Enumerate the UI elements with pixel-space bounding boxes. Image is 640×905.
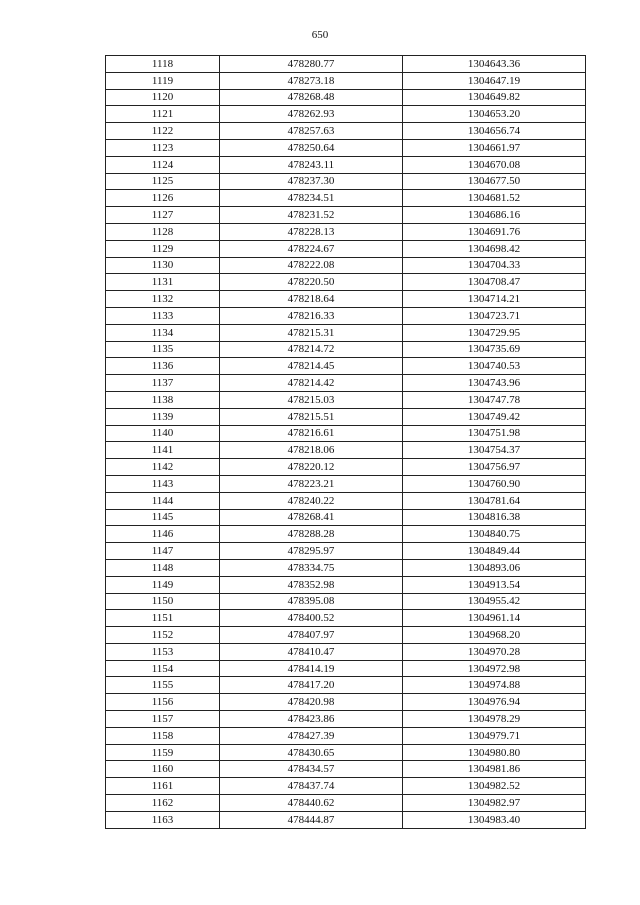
x-coordinate-cell: 478414.19: [220, 660, 403, 677]
point-number-cell: 1137: [106, 375, 220, 392]
point-number-cell: 1149: [106, 576, 220, 593]
x-coordinate-cell: 478352.98: [220, 576, 403, 593]
table-row: [106, 509, 586, 526]
x-coordinate-cell: 478423.86: [220, 711, 403, 728]
x-coordinate-cell: 478243.11: [220, 156, 403, 173]
table-row: [106, 475, 586, 492]
x-coordinate-cell: 478410.47: [220, 643, 403, 660]
table-row: [106, 257, 586, 274]
table-row: [106, 660, 586, 677]
y-coordinate-cell: 1304751.98: [403, 425, 586, 442]
table-row: [106, 56, 586, 73]
table-row: [106, 811, 586, 828]
x-coordinate-cell: 478234.51: [220, 190, 403, 207]
table-row: [106, 123, 586, 140]
point-number-cell: 1161: [106, 778, 220, 795]
table-row: [106, 240, 586, 257]
point-number-cell: 1156: [106, 694, 220, 711]
y-coordinate-cell: 1304983.40: [403, 811, 586, 828]
table-row: [106, 778, 586, 795]
table-row: [106, 694, 586, 711]
table-row: [106, 761, 586, 778]
x-coordinate-cell: 478240.22: [220, 492, 403, 509]
y-coordinate-cell: 1304982.52: [403, 778, 586, 795]
x-coordinate-cell: 478268.41: [220, 509, 403, 526]
x-coordinate-cell: 478215.51: [220, 408, 403, 425]
point-number-cell: 1134: [106, 324, 220, 341]
table-row: [106, 459, 586, 476]
point-number-cell: 1123: [106, 139, 220, 156]
x-coordinate-cell: 478400.52: [220, 610, 403, 627]
table-row: [106, 139, 586, 156]
y-coordinate-cell: 1304686.16: [403, 207, 586, 224]
table-row: [106, 341, 586, 358]
y-coordinate-cell: 1304723.71: [403, 307, 586, 324]
table-row: [106, 744, 586, 761]
x-coordinate-cell: 478216.61: [220, 425, 403, 442]
table-row: [106, 526, 586, 543]
y-coordinate-cell: 1304961.14: [403, 610, 586, 627]
point-number-cell: 1152: [106, 627, 220, 644]
table-row: [106, 543, 586, 560]
point-number-cell: 1130: [106, 257, 220, 274]
point-number-cell: 1136: [106, 358, 220, 375]
point-number-cell: 1139: [106, 408, 220, 425]
table-row: [106, 72, 586, 89]
y-coordinate-cell: 1304714.21: [403, 291, 586, 308]
y-coordinate-cell: 1304649.82: [403, 89, 586, 106]
x-coordinate-cell: 478214.42: [220, 375, 403, 392]
y-coordinate-cell: 1304979.71: [403, 727, 586, 744]
y-coordinate-cell: 1304647.19: [403, 72, 586, 89]
x-coordinate-cell: 478430.65: [220, 744, 403, 761]
point-number-cell: 1135: [106, 341, 220, 358]
y-coordinate-cell: 1304691.76: [403, 223, 586, 240]
point-number-cell: 1160: [106, 761, 220, 778]
y-coordinate-cell: 1304677.50: [403, 173, 586, 190]
table-row: [106, 173, 586, 190]
y-coordinate-cell: 1304656.74: [403, 123, 586, 140]
point-number-cell: 1122: [106, 123, 220, 140]
x-coordinate-cell: 478220.50: [220, 274, 403, 291]
y-coordinate-cell: 1304661.97: [403, 139, 586, 156]
table-row: [106, 727, 586, 744]
x-coordinate-cell: 478218.64: [220, 291, 403, 308]
x-coordinate-cell: 478334.75: [220, 559, 403, 576]
x-coordinate-cell: 478395.08: [220, 593, 403, 610]
table-row: [106, 643, 586, 660]
point-number-cell: 1140: [106, 425, 220, 442]
y-coordinate-cell: 1304849.44: [403, 543, 586, 560]
x-coordinate-cell: 478237.30: [220, 173, 403, 190]
y-coordinate-cell: 1304970.28: [403, 643, 586, 660]
x-coordinate-cell: 478223.21: [220, 475, 403, 492]
table-row: [106, 324, 586, 341]
y-coordinate-cell: 1304760.90: [403, 475, 586, 492]
table-row: [106, 223, 586, 240]
point-number-cell: 1158: [106, 727, 220, 744]
y-coordinate-cell: 1304729.95: [403, 324, 586, 341]
table-row: [106, 307, 586, 324]
x-coordinate-cell: 478280.77: [220, 56, 403, 73]
y-coordinate-cell: 1304955.42: [403, 593, 586, 610]
table-row: [106, 627, 586, 644]
y-coordinate-cell: 1304643.36: [403, 56, 586, 73]
y-coordinate-cell: 1304781.64: [403, 492, 586, 509]
table-row: [106, 391, 586, 408]
point-number-cell: 1120: [106, 89, 220, 106]
y-coordinate-cell: 1304893.06: [403, 559, 586, 576]
point-number-cell: 1151: [106, 610, 220, 627]
table-row: [106, 190, 586, 207]
point-number-cell: 1142: [106, 459, 220, 476]
table-row: [106, 358, 586, 375]
y-coordinate-cell: 1304681.52: [403, 190, 586, 207]
table-row: [106, 610, 586, 627]
table-row: [106, 795, 586, 812]
y-coordinate-cell: 1304735.69: [403, 341, 586, 358]
point-number-cell: 1150: [106, 593, 220, 610]
point-number-cell: 1144: [106, 492, 220, 509]
table-row: [106, 291, 586, 308]
point-number-cell: 1153: [106, 643, 220, 660]
table-row: [106, 106, 586, 123]
y-coordinate-cell: 1304816.38: [403, 509, 586, 526]
point-number-cell: 1127: [106, 207, 220, 224]
x-coordinate-cell: 478444.87: [220, 811, 403, 828]
x-coordinate-cell: 478434.57: [220, 761, 403, 778]
table-row: [106, 89, 586, 106]
point-number-cell: 1154: [106, 660, 220, 677]
table-row: [106, 492, 586, 509]
point-number-cell: 1155: [106, 677, 220, 694]
point-number-cell: 1162: [106, 795, 220, 812]
y-coordinate-cell: 1304740.53: [403, 358, 586, 375]
table-row: [106, 375, 586, 392]
y-coordinate-cell: 1304968.20: [403, 627, 586, 644]
coordinates-table: [105, 55, 586, 829]
x-coordinate-cell: 478215.31: [220, 324, 403, 341]
table-row: [106, 425, 586, 442]
y-coordinate-cell: 1304976.94: [403, 694, 586, 711]
point-number-cell: 1125: [106, 173, 220, 190]
table-row: [106, 408, 586, 425]
x-coordinate-cell: 478268.48: [220, 89, 403, 106]
x-coordinate-cell: 478440.62: [220, 795, 403, 812]
table-row: [106, 593, 586, 610]
y-coordinate-cell: 1304974.88: [403, 677, 586, 694]
point-number-cell: 1121: [106, 106, 220, 123]
y-coordinate-cell: 1304981.86: [403, 761, 586, 778]
x-coordinate-cell: 478288.28: [220, 526, 403, 543]
point-number-cell: 1131: [106, 274, 220, 291]
x-coordinate-cell: 478224.67: [220, 240, 403, 257]
y-coordinate-cell: 1304653.20: [403, 106, 586, 123]
x-coordinate-cell: 478295.97: [220, 543, 403, 560]
page-number: 650: [311, 29, 329, 41]
y-coordinate-cell: 1304978.29: [403, 711, 586, 728]
table-row: [106, 677, 586, 694]
y-coordinate-cell: 1304972.98: [403, 660, 586, 677]
point-number-cell: 1138: [106, 391, 220, 408]
x-coordinate-cell: 478257.63: [220, 123, 403, 140]
x-coordinate-cell: 478214.72: [220, 341, 403, 358]
point-number-cell: 1118: [106, 56, 220, 73]
table-row: [106, 274, 586, 291]
x-coordinate-cell: 478427.39: [220, 727, 403, 744]
x-coordinate-cell: 478220.12: [220, 459, 403, 476]
y-coordinate-cell: 1304747.78: [403, 391, 586, 408]
y-coordinate-cell: 1304754.37: [403, 442, 586, 459]
x-coordinate-cell: 478250.64: [220, 139, 403, 156]
x-coordinate-cell: 478228.13: [220, 223, 403, 240]
x-coordinate-cell: 478420.98: [220, 694, 403, 711]
point-number-cell: 1132: [106, 291, 220, 308]
x-coordinate-cell: 478262.93: [220, 106, 403, 123]
point-number-cell: 1146: [106, 526, 220, 543]
x-coordinate-cell: 478417.20: [220, 677, 403, 694]
table-row: [106, 207, 586, 224]
x-coordinate-cell: 478222.08: [220, 257, 403, 274]
table-row: [106, 711, 586, 728]
point-number-cell: 1159: [106, 744, 220, 761]
table-row: [106, 559, 586, 576]
y-coordinate-cell: 1304743.96: [403, 375, 586, 392]
y-coordinate-cell: 1304980.80: [403, 744, 586, 761]
point-number-cell: 1148: [106, 559, 220, 576]
x-coordinate-cell: 478231.52: [220, 207, 403, 224]
table-row: [106, 576, 586, 593]
y-coordinate-cell: 1304982.97: [403, 795, 586, 812]
point-number-cell: 1141: [106, 442, 220, 459]
x-coordinate-cell: 478215.03: [220, 391, 403, 408]
y-coordinate-cell: 1304698.42: [403, 240, 586, 257]
coordinates-table-body: [106, 56, 586, 829]
point-number-cell: 1133: [106, 307, 220, 324]
table-row: [106, 156, 586, 173]
x-coordinate-cell: 478218.06: [220, 442, 403, 459]
point-number-cell: 1126: [106, 190, 220, 207]
point-number-cell: 1147: [106, 543, 220, 560]
x-coordinate-cell: 478214.45: [220, 358, 403, 375]
point-number-cell: 1128: [106, 223, 220, 240]
y-coordinate-cell: 1304840.75: [403, 526, 586, 543]
point-number-cell: 1129: [106, 240, 220, 257]
x-coordinate-cell: 478437.74: [220, 778, 403, 795]
y-coordinate-cell: 1304704.33: [403, 257, 586, 274]
point-number-cell: 1163: [106, 811, 220, 828]
table-row: [106, 442, 586, 459]
y-coordinate-cell: 1304756.97: [403, 459, 586, 476]
point-number-cell: 1119: [106, 72, 220, 89]
x-coordinate-cell: 478216.33: [220, 307, 403, 324]
y-coordinate-cell: 1304749.42: [403, 408, 586, 425]
y-coordinate-cell: 1304670.08: [403, 156, 586, 173]
point-number-cell: 1143: [106, 475, 220, 492]
x-coordinate-cell: 478407.97: [220, 627, 403, 644]
y-coordinate-cell: 1304708.47: [403, 274, 586, 291]
point-number-cell: 1145: [106, 509, 220, 526]
x-coordinate-cell: 478273.18: [220, 72, 403, 89]
point-number-cell: 1124: [106, 156, 220, 173]
point-number-cell: 1157: [106, 711, 220, 728]
y-coordinate-cell: 1304913.54: [403, 576, 586, 593]
